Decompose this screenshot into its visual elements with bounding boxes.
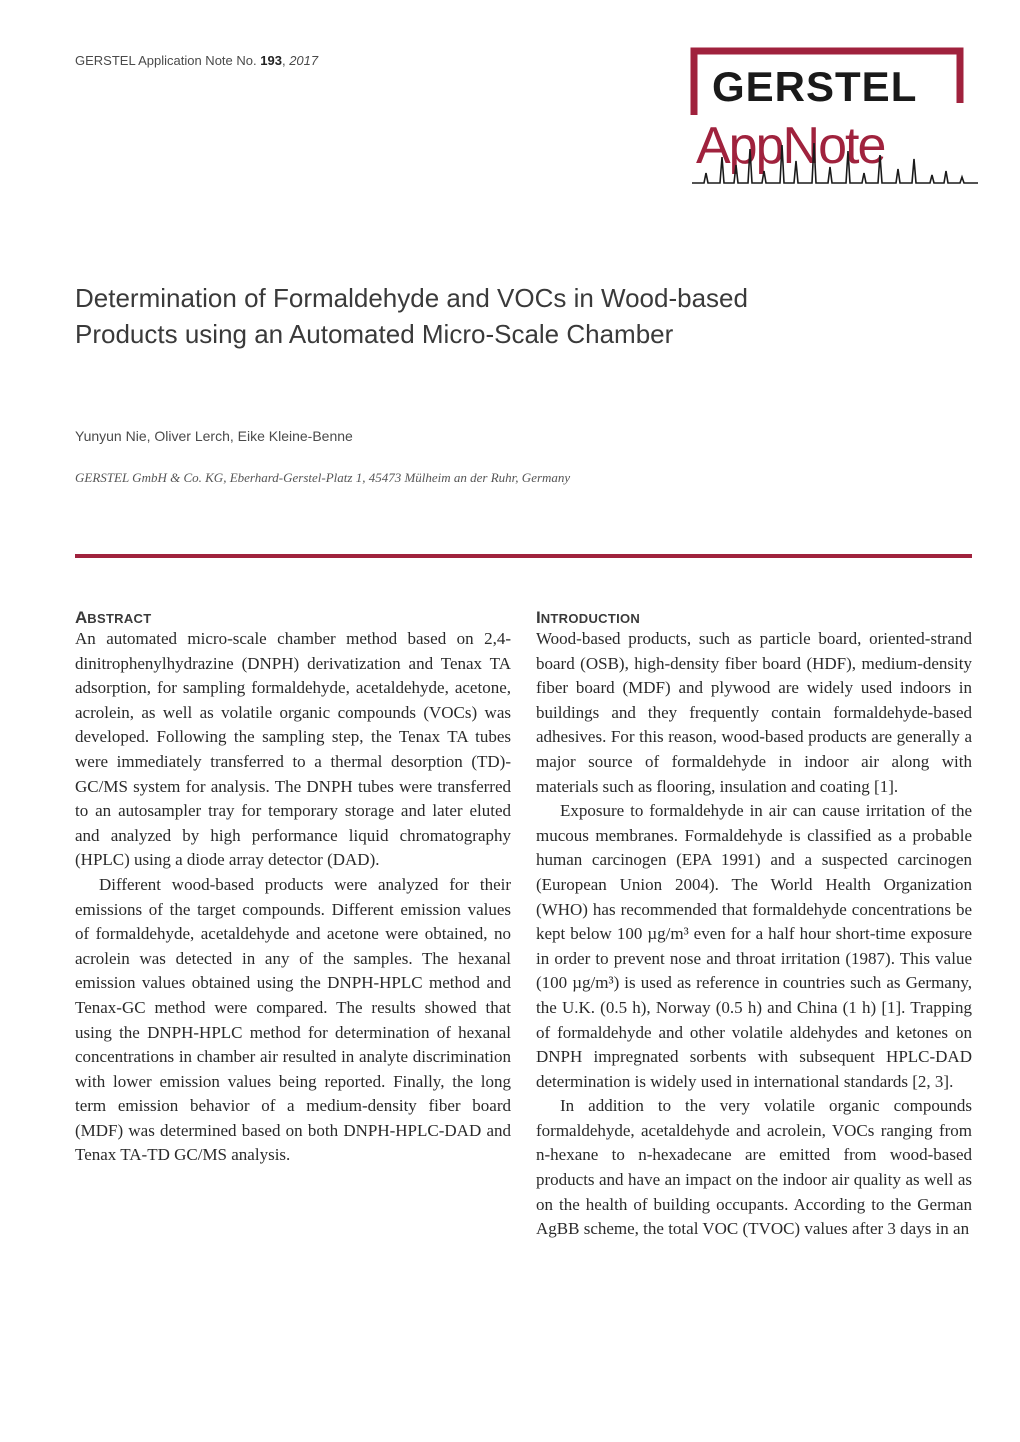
application-note-line [75,53,318,68]
introduction-column [536,605,972,1242]
gerstel-appnote-logo [690,45,980,195]
note-number: 193 [260,53,282,68]
affiliation: GERSTEL GmbH & Co. KG, Eberhard-Gerstel-Platz 1, 45473 Mülheim an der Ruhr, Germany [75,470,571,485]
abstract-paragraph-1: An automated micro-scale chamber method based on 2,4-dinitrophenylhydrazine (DNPH) derivatization and Tenax TA adsorption, for sampling formaldehyde, acetaldehyde, acetone, acrolein, as well as volatile organic compounds (VOCs) was developed. Following the sampling step, the Tenax TA tubes were immediately transferred to a thermal desorption (TD)-GC/MS system for analysis. The DNPH tubes were transferred to an autosampler tray for temporary storage and later eluted and analyzed by high performance liquid chromatography (HPLC) using a diode array detector (DAD). [75,629,511,870]
logo-brand: GERSTEL [712,63,918,110]
abstract-paragraph-2: Different wood-based products were analyzed for their emissions of the target compounds. Different emission values of formaldehyde, acetaldehyde and acetone were obtained, no acrolein was detected in any of the samples. The hexanal emission values obtained using the DNPH-HPLC method and Tenax-GC method were compared. The results showed that using the DNPH-HPLC method for determination of hexanal concentrations in chamber air resulted in analyte discrimination with lower emission values being reported. Finally, the long term emission behavior of a medium-density fiber board (MDF) was determined based on both DNPH-HPLC-DAD and Tenax TA-TD GC/MS analysis. [75,874,511,1165]
logo-subtitle: AppNote [696,117,885,175]
introduction-paragraph-1: Wood-based products, such as particle board, oriented-strand board (OSB), high-density fiber board (HDF), medium-density fiber board (MDF) and plywood are widely used indoors in buildings and they frequently contain formaldehyde-based adhesives. For this reason, wood-based products are generally a major source of formaldehyde in indoor air along with materials such as flooring, insulation and coating [1]. [536,629,972,796]
introduction-paragraph-2: Exposure to formaldehyde in air can cause irritation of the mucous membranes. Formaldehyde is classified as a probable human carcinogen (EPA 1991) and a suspected carcinogen (European Union 2004). The World Health Organization (WHO) has recommended that formaldehyde concentrations be kept below 100 µg/m³ even for a half hour short-time exposure in order to prevent nose and throat irritation (1987). This value (100 µg/m³) is used as reference in countries such as Germany, the U.K. (0.5 h), Norway (0.5 h) and China (1 h) [1]. Trapping of formaldehyde and other volatile aldehydes and ketones on DNPH impregnated sorbents with subsequent HPLC-DAD determination is widely used in international standards [2, 3]. [536,801,972,1091]
title-line-1: Determination of Formaldehyde and VOCs in Wood-based [75,283,748,313]
introduction-paragraph-3: In addition to the very volatile organic compounds formaldehyde, acetaldehyde and acrolein, VOCs ranging from n-hexane to n-hexadecane are emitted from wood-based products and have an impact on the indoor air quality as well as on the health of building occupants. According to the German AgBB scheme, the total VOC (TVOC) values after 3 days in an [536,1096,972,1239]
introduction-heading: INTRODUCTION [536,608,641,627]
abstract-column [75,605,511,1168]
paper-title [75,280,955,352]
title-line-2: Products using an Automated Micro-Scale Chamber [75,319,674,349]
section-divider [75,554,972,558]
note-separator: , [281,53,286,68]
abstract-heading: ABSTRACT [75,608,152,627]
note-prefix: GERSTEL Application Note No. [75,53,257,68]
authors: Yunyun Nie, Oliver Lerch, Eike Kleine-Benne [75,428,353,444]
note-year: 2017 [289,53,319,68]
